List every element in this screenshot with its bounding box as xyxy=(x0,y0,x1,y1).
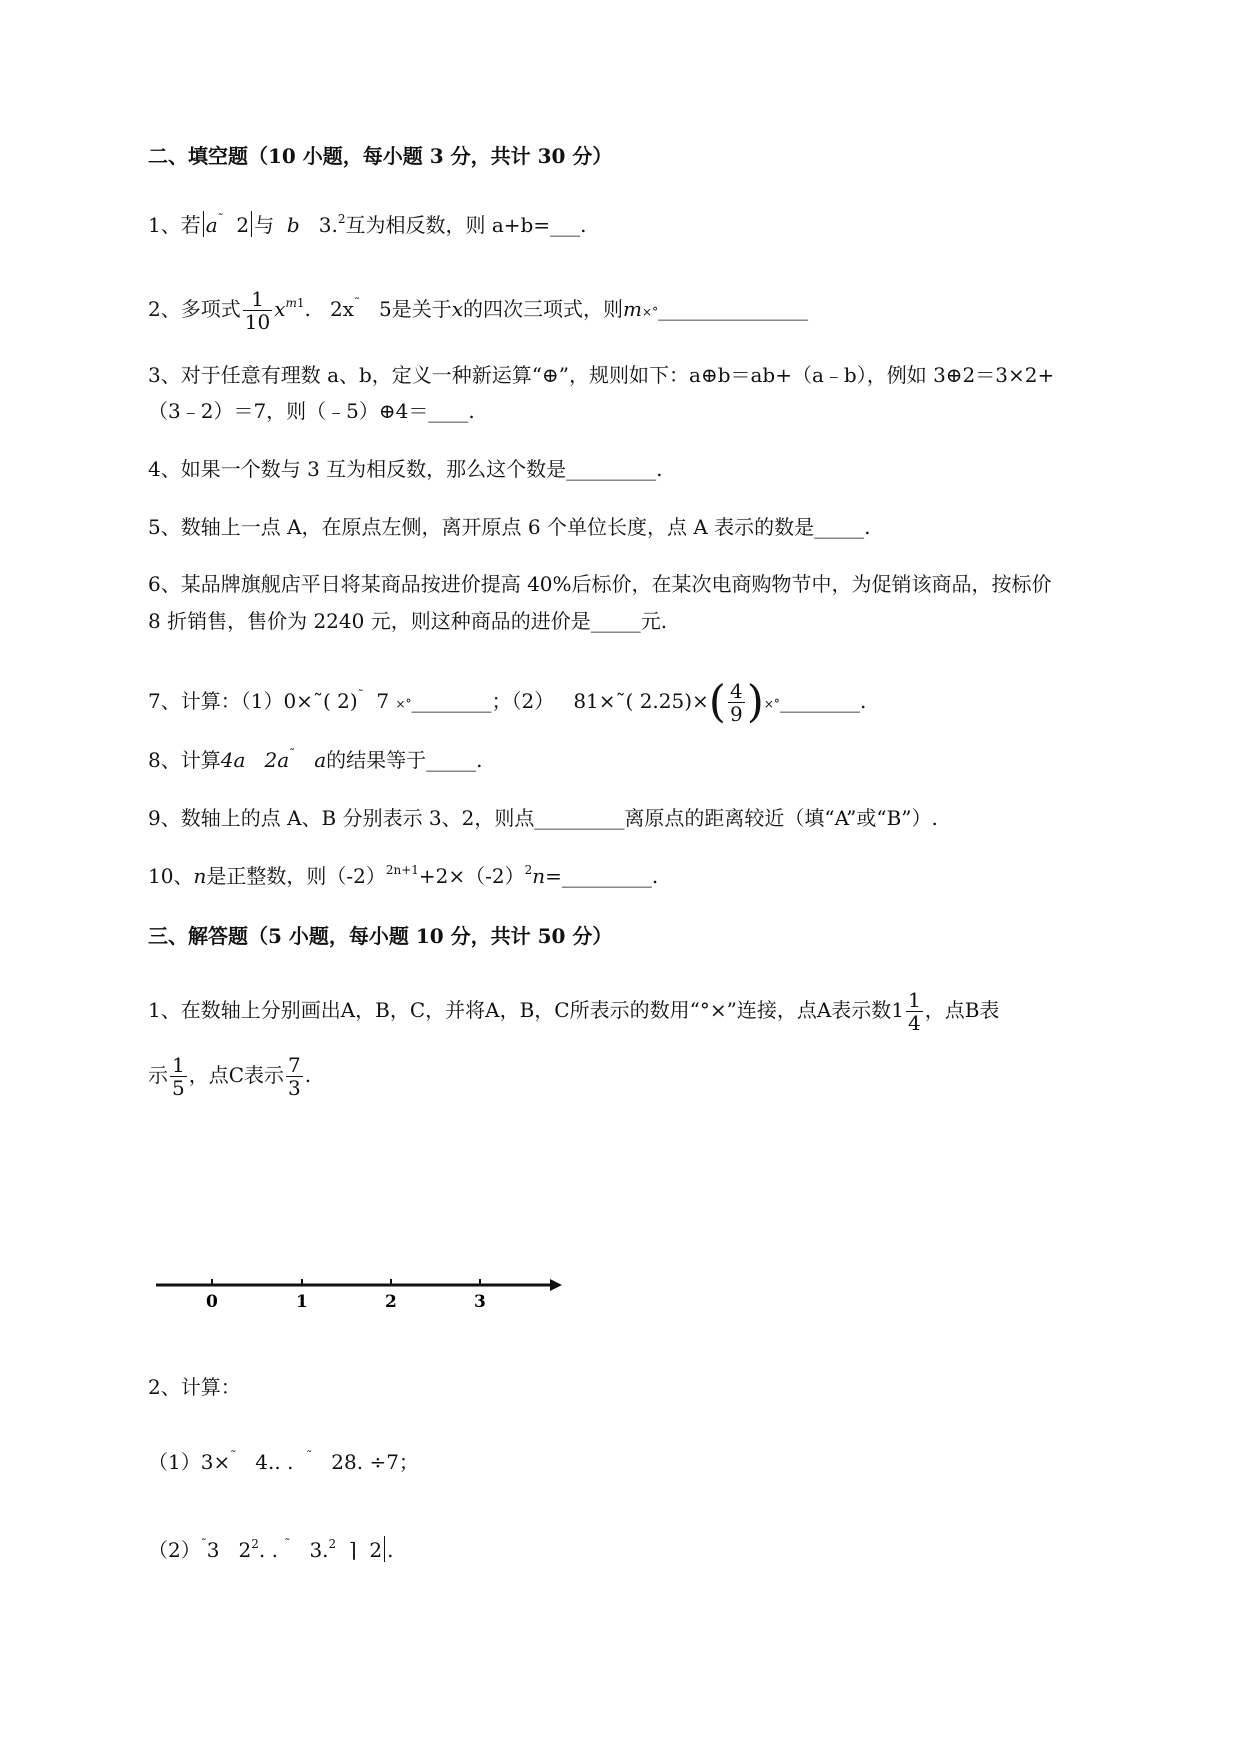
section-2-title: 二、填空题（10 小题，每小题 3 分，共计 30 分） xyxy=(148,144,613,168)
question-2-2: 2、多项式 $\frac{1}{10}$ $x^{m1}$. 2x˜ 5是关于x的四次三项式，则m×°_______________ xyxy=(148,287,809,334)
question-2-3-line2: （3﹣2）＝7，则（﹣5）⊕4＝____. xyxy=(148,399,475,423)
question-2-6-line1: 6、某品牌旗舰店平日将某商品按进价提高 40%后标价，在某次电商购物节中，为促销该商品，按标价 xyxy=(148,572,1052,596)
number-line xyxy=(150,1265,570,1315)
fraction-7-3: $\frac{7}{3}$ xyxy=(288,1053,301,1100)
question-2-8: 8、计算4a 2a˜ a的结果等于_____. xyxy=(148,747,483,772)
question-3-1-line1: 1、在数轴上分别画出A，B，C，并将A，B，C所表示的数用“°×”连接，点A表示数1 $\frac{1}{4}$ ，点B表 xyxy=(148,988,1000,1035)
question-2-7: 7、计算：（1）0×˜( 2)˜ 7 ×°________；（2） 81×˜( 2.25)×( $\frac{4}{9}$ )×°________. xyxy=(148,676,867,728)
number-line-arrow xyxy=(550,1279,562,1291)
question-2-5: 5、数轴上一点 A，在原点左侧，离开原点 6 个单位长度，点 A 表示的数是_____. xyxy=(148,515,871,539)
fraction-1-10: $\frac{1}{10}$ xyxy=(244,287,271,334)
question-3-2-part1: （1）3×˜ 4.. . ˜ 28. ÷7； xyxy=(148,1449,419,1474)
fraction-1-4: $\frac{1}{4}$ xyxy=(908,988,921,1035)
tick-label-2: 2 xyxy=(385,1292,397,1312)
fraction-1-5: $\frac{1}{5}$ xyxy=(172,1053,185,1100)
tick-label-3: 3 xyxy=(474,1292,486,1312)
question-2-4: 4、如果一个数与 3 互为相反数，那么这个数是_________. xyxy=(148,457,663,481)
question-2-3-line1: 3、对于任意有理数 a、b，定义一种新运算“⊕”，规则如下：a⊕b＝ab+（a﹣b），例如 3⊕2＝3×2+ xyxy=(148,363,1055,387)
question-2-9: 9、数轴上的点 A、B 分别表示 3、2，则点_________离原点的距离较近（填“A”或“B”）. xyxy=(148,806,938,830)
question-3-1-line2: 示 $\frac{1}{5}$ ，点C表示 $\frac{7}{3}$ . xyxy=(148,1053,312,1100)
fraction-4-9: $\frac{4}{9}$ xyxy=(729,679,743,726)
question-2-6-line2: 8 折销售，售价为 2240 元，则这种商品的进价是_____元. xyxy=(148,609,668,633)
section-3-title: 三、解答题（5 小题，每小题 10 分，共计 50 分） xyxy=(148,924,613,948)
question-3-2-title: 2、计算： xyxy=(148,1375,241,1399)
tick-label-0: 0 xyxy=(206,1292,218,1312)
question-2-1: 1、若 a˜ 2 与 b 3.$^2$互为相反数，则 a+b=___. xyxy=(148,212,587,237)
question-2-10: 10、n是正整数，则$(-2)^{2n+1}+2\times(-2)^2n=\_\_\_\_\_\_\_\_\_$. xyxy=(148,863,659,888)
tick-label-1: 1 xyxy=(296,1292,308,1312)
question-3-2-part2: （2）˜3 $2^2$. . ˜ 3.$^2$ ⌉ 2 . xyxy=(148,1537,394,1562)
